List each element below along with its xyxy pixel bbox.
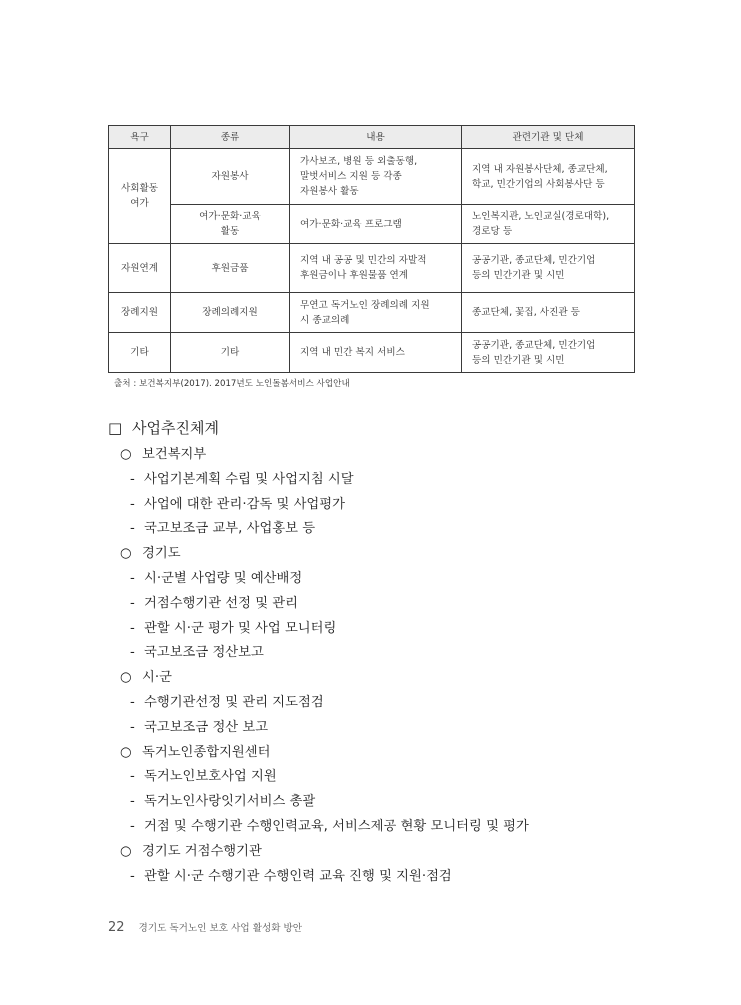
dash-bullet-icon: - (130, 794, 135, 810)
org-cell: 지역 내 자원봉사단체, 종교단체, 학교, 민간기업의 사회봉사단 등 (462, 149, 635, 205)
circle-bullet-icon: ○ (120, 447, 132, 462)
circle-bullet-icon: ○ (120, 546, 132, 562)
list-item: - 국고보조금 정산 보고 (108, 716, 668, 741)
dash-bullet-icon: - (130, 570, 135, 586)
dash-bullet-icon: - (130, 496, 135, 512)
header-org: 관련기관 및 단체 (462, 126, 635, 149)
table-header-row (109, 126, 635, 149)
need-cell: 사회활동 여가 (109, 149, 171, 244)
dash-bullet-icon: - (130, 694, 135, 710)
list-item: - 독거노인보호사업 지원 (108, 765, 668, 790)
circle-bullet-icon: ○ (120, 670, 132, 686)
header-need: 욕구 (109, 126, 171, 149)
list-item: - 국고보조금 정산보고 (108, 641, 668, 666)
list-item: - 거점 및 수행기관 수행인력교육, 서비스제공 현황 모니터링 및 평가 (108, 815, 668, 840)
dash-bullet-icon: - (130, 620, 135, 636)
content-cell: 지역 내 민간 복지 서비스 (290, 333, 462, 373)
table-source-note: 출처 : 보건복지부(2017). 2017년도 노인돌봄서비스 사업안내 (114, 379, 350, 389)
subsection-heading: ○ 경기도 (108, 542, 668, 567)
kind-cell: 자원봉사 (171, 149, 290, 205)
need-cell: 자원연계 (109, 244, 171, 293)
document-title: 경기도 독거노인 보호 사업 활성화 방안 (138, 923, 303, 934)
list-item: - 관할 시·군 평가 및 사업 모니터링 (108, 617, 668, 642)
subsection-heading: ○ 독거노인종합지원센터 (108, 741, 668, 766)
dash-bullet-icon: - (130, 719, 135, 735)
circle-bullet-icon: ○ (120, 843, 132, 859)
org-cell: 공공기관, 종교단체, 민간기업 등의 민간기관 및 시민 (462, 333, 635, 373)
kind-cell: 장례의례지원 (171, 293, 290, 333)
org-cell: 공공기관, 종교단체, 민간기업 등의 민간기관 및 시민 (462, 244, 635, 293)
org-cell: 노인복지관, 노인교실(경로대학), 경로당 등 (462, 205, 635, 244)
subsection-heading: ○ 시·군 (108, 666, 668, 691)
table-row (109, 333, 635, 373)
header-kind: 종류 (171, 126, 290, 149)
square-bullet-icon: □ (108, 419, 123, 437)
page-number: 22 (108, 920, 125, 935)
table-row (109, 293, 635, 333)
section-heading: □ 사업추진체계 (108, 414, 668, 443)
service-table (108, 125, 635, 373)
need-cell: 기타 (109, 333, 171, 373)
list-item: - 수행기관선정 및 관리 지도점검 (108, 691, 668, 716)
dash-bullet-icon: - (130, 769, 135, 785)
content-cell: 무연고 독거노인 장례의례 지원 시 종교의례 (290, 293, 462, 333)
list-item: - 독거노인사랑잇기서비스 총괄 (108, 790, 668, 815)
content-cell: 가사보조, 병원 등 외출동행, 말벗서비스 지원 등 각종 자원봉사 활동 (290, 149, 462, 205)
kind-cell: 기타 (171, 333, 290, 373)
dash-bullet-icon: - (130, 818, 135, 834)
dash-bullet-icon: - (130, 868, 135, 884)
subsection-heading: ○ 보건복지부 (108, 443, 668, 468)
content-cell: 여가·문화·교육 프로그램 (290, 205, 462, 244)
list-item: - 관할 시·군 수행기관 수행인력 교육 진행 및 지원·점검 (108, 865, 668, 890)
outline (108, 414, 668, 889)
dash-bullet-icon: - (130, 595, 135, 611)
content-cell: 지역 내 공공 및 민간의 자발적 후원금이나 후원물품 연계 (290, 244, 462, 293)
list-item: - 거점수행기관 선정 및 관리 (108, 592, 668, 617)
org-cell: 종교단체, 꽃집, 사진관 등 (462, 293, 635, 333)
list-item: - 국고보조금 교부, 사업홍보 등 (108, 517, 668, 542)
kind-cell: 여가·문화·교육 활동 (171, 205, 290, 244)
subsection-heading: ○ 경기도 거점수행기관 (108, 840, 668, 865)
list-item: - 사업에 대한 관리·감독 및 사업평가 (108, 493, 668, 518)
kind-cell: 후원금품 (171, 244, 290, 293)
need-cell: 장례지원 (109, 293, 171, 333)
page-footer (108, 920, 302, 935)
dash-bullet-icon: - (130, 471, 135, 487)
dash-bullet-icon: - (130, 645, 135, 661)
list-item: - 사업기본계획 수립 및 사업지침 시달 (108, 468, 668, 493)
table-row (109, 205, 635, 244)
table-row (109, 244, 635, 293)
circle-bullet-icon: ○ (120, 744, 132, 760)
header-content: 내용 (290, 126, 462, 149)
list-item: - 시·군별 사업량 및 예산배정 (108, 567, 668, 592)
dash-bullet-icon: - (130, 521, 135, 537)
table-row (109, 149, 635, 205)
